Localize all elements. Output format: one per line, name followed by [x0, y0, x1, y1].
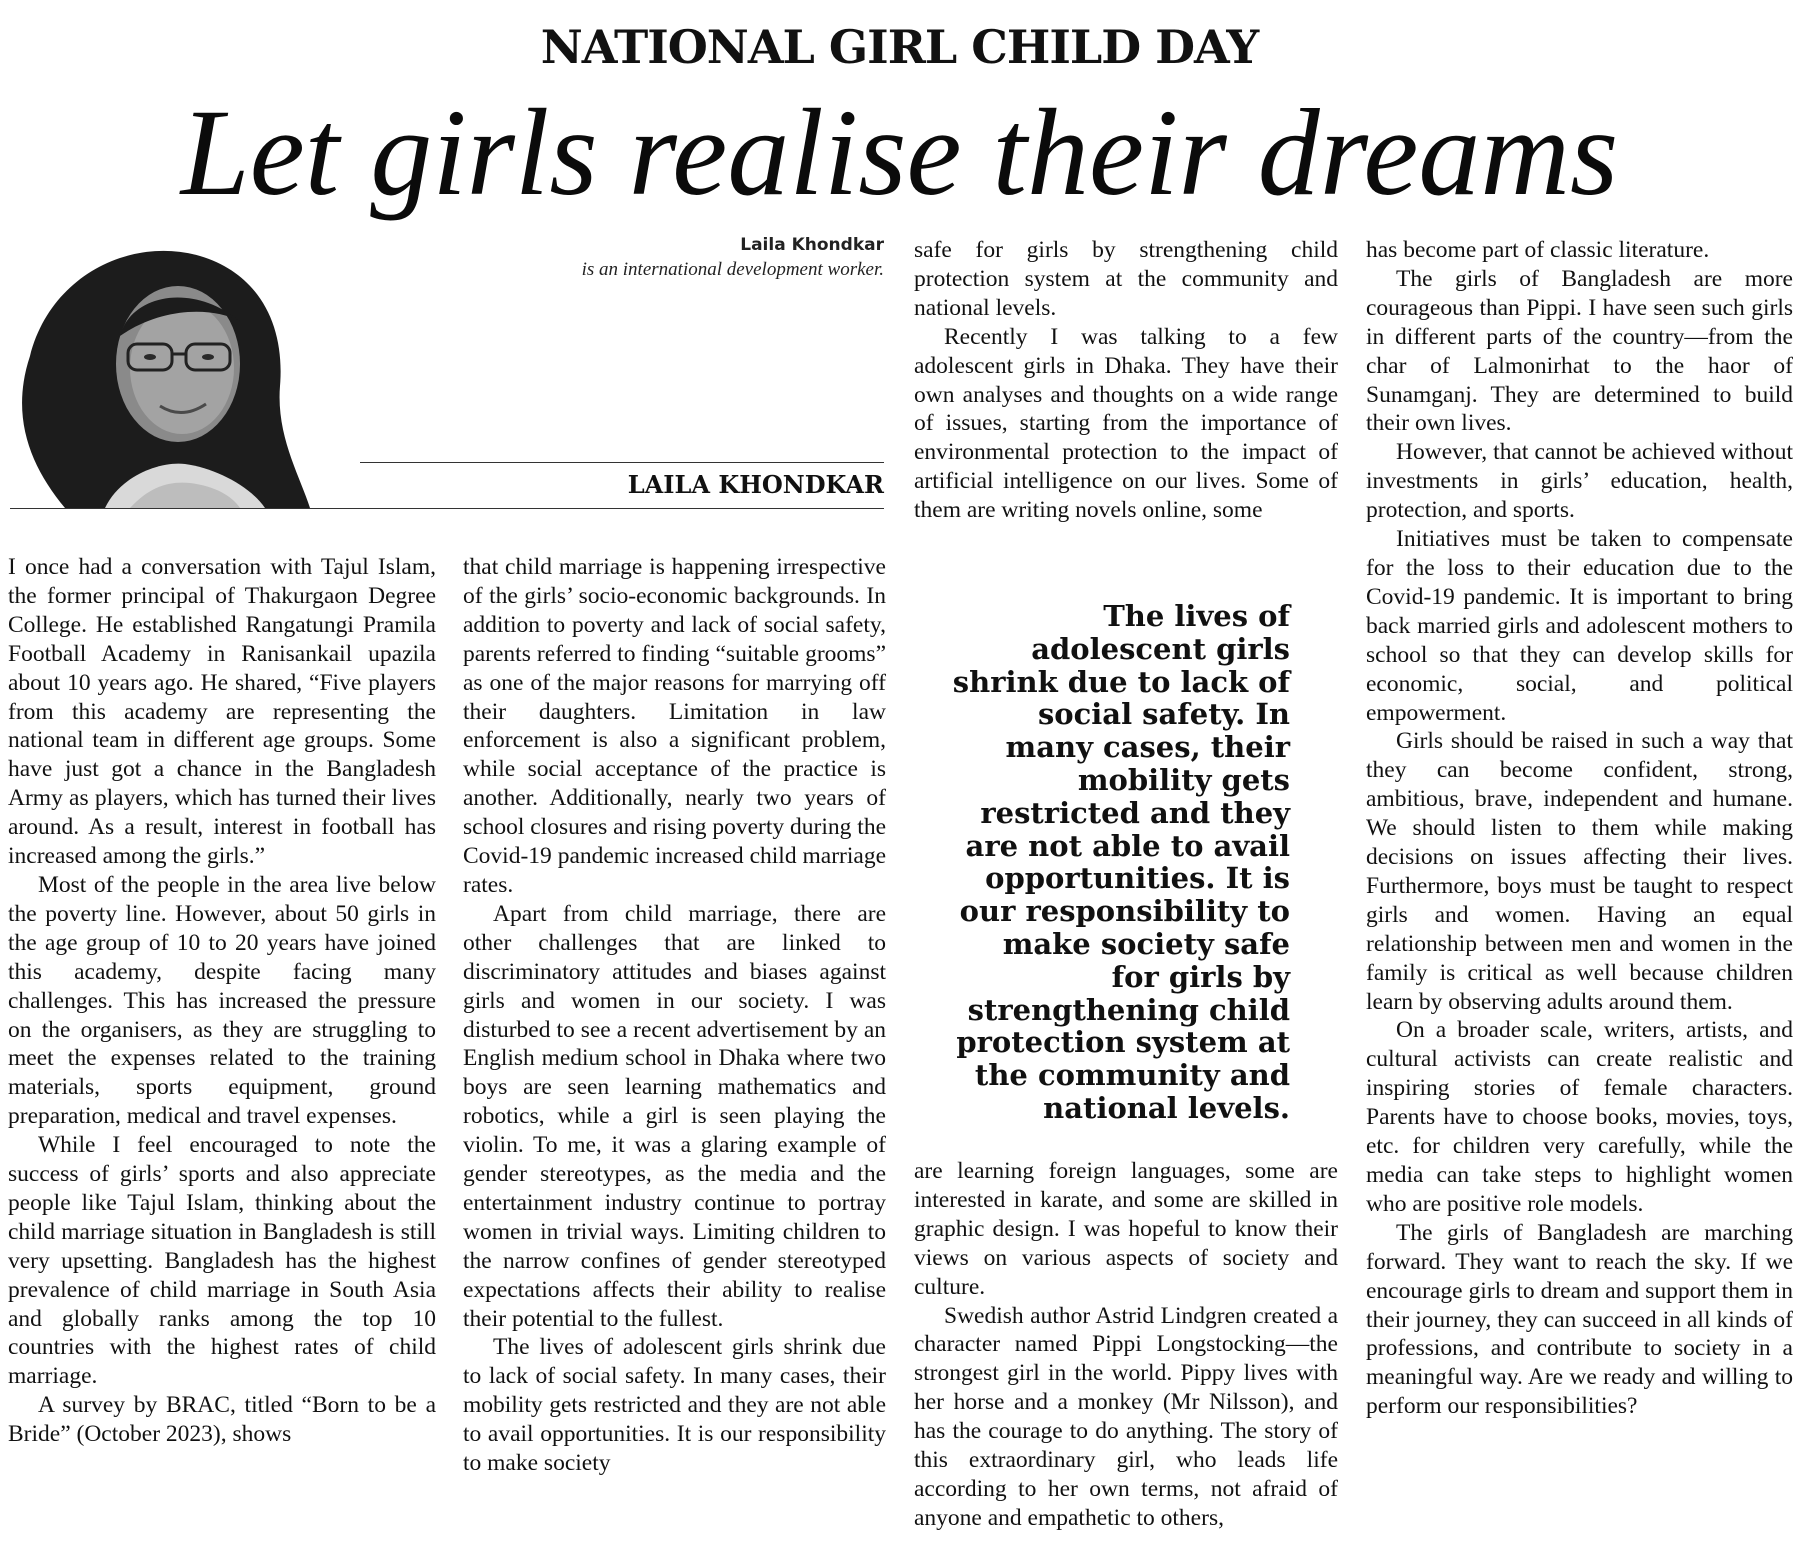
author-bio: is an international development worker. — [581, 259, 884, 280]
paragraph: Girls should be raised in such a way that they can become confident, strong, ambitious, brave, independent and humane. We should listen to them while making decisions on issues affecting their lives. Furthermore, boys must be taught to respect girls and women. Having an equal relationship between men and women in the family is critical as well because children learn by observing adults around them. — [1366, 728, 1793, 1015]
column-2 — [463, 553, 886, 1478]
paragraph: The girls of Bangladesh are marching forward. They want to reach the sky. If we encourage girls to dream and support them in their journey, they can succeed in all kinds of professions, and contribute to society in a meaningful way. Are we ready and willing to perform our responsibilities? — [1366, 1219, 1793, 1420]
byline-rule-top — [360, 462, 884, 463]
column-3-top — [914, 236, 1338, 525]
paragraph: I once had a conversation with Tajul Islam, the former principal of Thakurgaon Degree College. He established Rangatungi Pramila Football Academy in Ranisankail upazila about 10 years ago. He shared, “Five players from this academy are representing the national team in different age groups. Some have just got a chance in the Bangladesh Army as players, which has turned their lives around. As a result, interest in football has increased among the girls.” — [8, 554, 436, 870]
article-headline: Let girls realise their dreams — [180, 84, 1619, 221]
section-kicker: NATIONAL GIRL CHILD DAY — [540, 20, 1259, 74]
column-1 — [8, 553, 436, 1449]
byline: LAILA KHONDKAR — [627, 470, 884, 499]
column-4 — [1366, 236, 1793, 1421]
paragraph: The lives of adolescent girls shrink due to lack of social safety. In many cases, their mobility gets restricted and they are not able to avail opportunities. It is our responsibility to make society — [463, 1334, 886, 1477]
paragraph: Recently I was talking to a few adolescent girls in Dhaka. They have their own analyses and thoughts on a wide range of issues, starting from the importance of environmental protection to the impact of artificial intelligence on our lives. Some of them are writing novels online, some — [914, 323, 1338, 524]
column-3-bottom — [914, 1157, 1338, 1533]
author-photo — [10, 236, 350, 508]
paragraph: Swedish author Astrid Lindgren created a character named Pippi Longstocking—the strongest girl in the world. Pippy lives with her horse and a monkey (Mr Nilsson), and has the courage to do anything. The story of this extraordinary girl, who leads life according to her own terms, not afraid of anyone and empathetic to others, — [914, 1302, 1338, 1531]
paragraph: The girls of Bangladesh are more courageous than Pippi. I have seen such girls in different parts of the country—from the char of Lalmonirhat to the haor of Sunamganj. They are determined to build their own lives. — [1366, 265, 1793, 437]
pull-quote: The lives of adolescent girls shrink due to lack of social safety. In many cases, their mobility gets restricted and they are not able to avail opportunities. It is our responsibility to make society safe for girls by strengthening child protection system at the community and national levels. — [952, 599, 1290, 1125]
paragraph: While I feel encouraged to note the success of girls’ sports and also appreciate people like Tajul Islam, thinking about the child marriage situation in Bangladesh is still very upsetting. Bangladesh has the highest prevalence of child marriage in South Asia and globally ranks among the top 10 countries with the highest rates of child marriage. — [8, 1132, 436, 1390]
paragraph: Apart from child marriage, there are other challenges that are linked to discriminatory attitudes and biases against girls and women in our society. I was disturbed to see a recent advertisement by an English medium school in Dhaka where two boys are seen learning mathematics and robotics, while a girl is seen playing the violin. To me, it was a glaring example of gender stereotypes, as the media and the entertainment industry continue to portray women in trivial ways. Limiting children to the narrow confines of gender stereotyped expectations affects their ability to realise their potential to the fullest. — [463, 900, 886, 1332]
paragraph: On a broader scale, writers, artists, and cultural activists can create realistic and inspiring stories of female characters. Parents have to choose books, movies, toys, etc. for children very carefully, while the media can take steps to highlight women who are positive role models. — [1366, 1017, 1793, 1217]
paragraph: A survey by BRAC, titled “Born to be a Bride” (October 2023), shows — [8, 1392, 436, 1448]
author-name: Laila Khondkar — [740, 235, 884, 255]
paragraph: that child marriage is happening irrespective of the girls’ socio-economic backgrounds. In addition to poverty and lack of social safety, parents referred to finding “suitable grooms” as one of the major reasons for marrying off their daughters. Limitation in law enforcement is also a significant problem, while social acceptance of the practice is another. Additionally, nearly two years of school closures and rising poverty during the Covid-19 pandemic increased child marriage rates. — [463, 554, 886, 898]
paragraph: Most of the people in the area live below the poverty line. However, about 50 girls in the age group of 10 to 20 years have joined this academy, despite facing many challenges. This has increased the pressure on the organisers, as they are struggling to meet the expenses related to the training materials, sports equipment, ground preparation, medical and travel expenses. — [8, 871, 436, 1130]
paragraph: However, that cannot be achieved without investments in girls’ education, health, protection, and sports. — [1366, 439, 1793, 524]
paragraph: are learning foreign languages, some are interested in karate, and some are skilled in graphic design. I was hopeful to know their views on various aspects of society and culture. — [914, 1158, 1338, 1300]
byline-rule-bottom — [10, 508, 884, 509]
paragraph: safe for girls by strengthening child protection system at the community and national levels. — [914, 237, 1338, 321]
paragraph: Initiatives must be taken to compensate for the loss to their education due to the Covid-19 pandemic. It is important to bring back married girls and adolescent mothers to school so that they can develop skills for economic, social, and political empowerment. — [1366, 526, 1793, 726]
paragraph: has become part of classic literature. — [1366, 237, 1710, 263]
